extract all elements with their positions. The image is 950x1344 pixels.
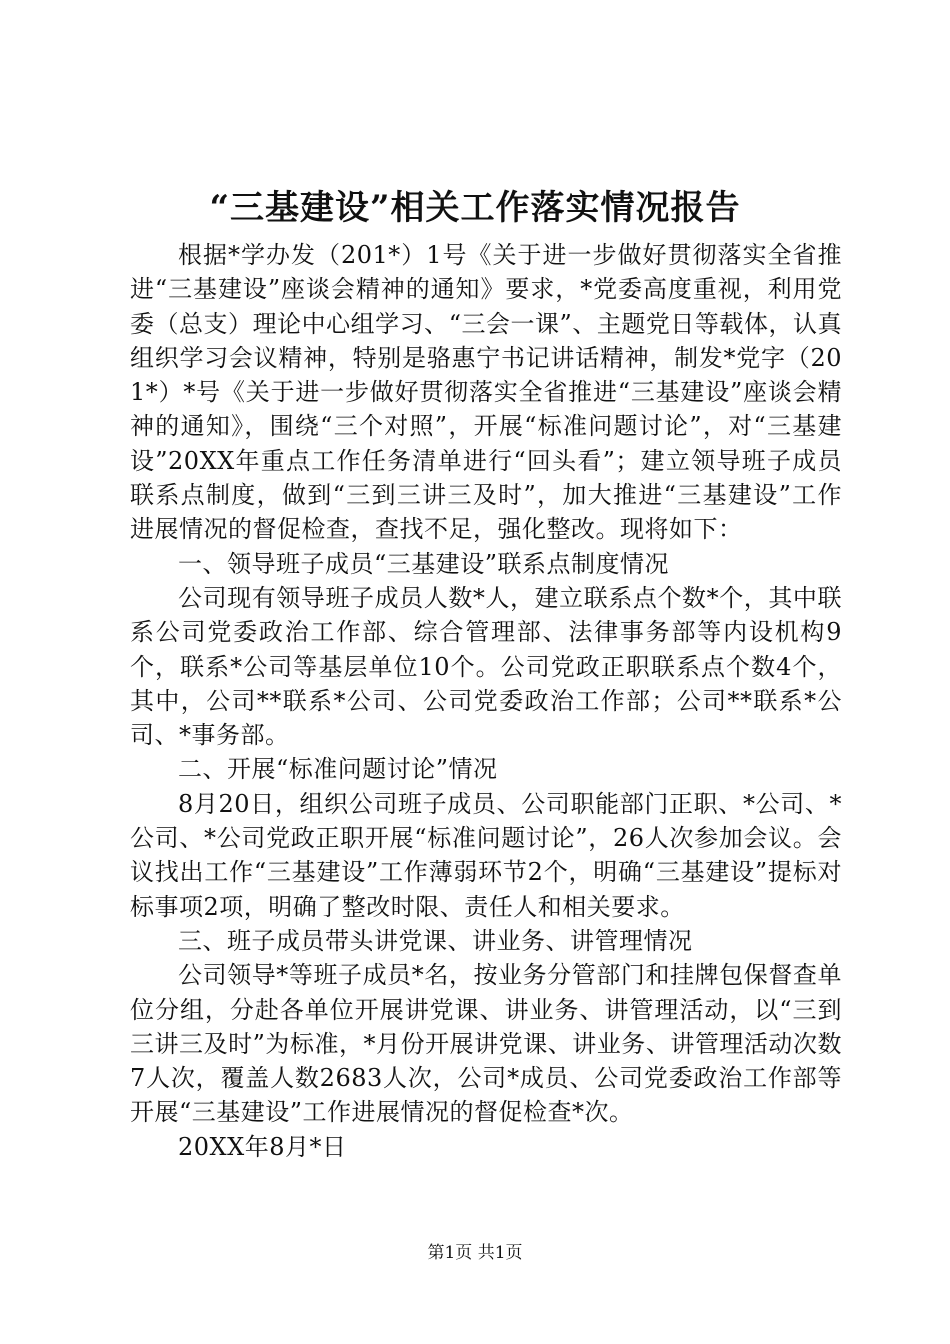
section-heading-3: 三、班子成员带头讲党课、讲业务、讲管理情况 bbox=[178, 926, 693, 955]
document-title: “三基建设”相关工作落实情况报告 bbox=[209, 188, 741, 228]
section-heading-1: 一、领导班子成员“三基建设”联系点制度情况 bbox=[178, 549, 670, 578]
section-1-paragraph: 公司现有领导班子成员人数*人，建立联系点个数*个，其中联系公司党委政治工作部、综合管理部、法律事务部等内设机构9个，联系*公司等基层单位10个。公司党政正职联系点个数4个，其中，公司**联系*公司、公司党委政治工作部；公司**联系*公司、*事务部。 bbox=[130, 583, 842, 750]
section-2-paragraph: 8月20日，组织公司班子成员、公司职能部门正职、*公司、*公司、*公司党政正职开展“标准问题讨论”，26人次参加会议。会议找出工作“三基建设”工作薄弱环节2个，明确“三基建设”提标对标事项2项，明确了整改时限、责任人和相关要求。 bbox=[130, 789, 842, 921]
page-number-footer: 第1页 共1页 bbox=[427, 1243, 523, 1263]
section-heading-2: 二、开展“标准问题讨论”情况 bbox=[178, 755, 498, 784]
section-3-paragraph: 公司领导*等班子成员*名，按业务分管部门和挂牌包保督查单位分组，分赴各单位开展讲党课、讲业务、讲管理活动，以“三到三讲三及时”为标准，*月份开展讲党课、讲业务、讲管理活动次数7人次，覆盖人数2683人次，公司*成员、公司党委政治工作部等开展“三基建设”工作进展情况的督促检查*次。 bbox=[130, 961, 842, 1127]
document-date: 20XX年8月*日 bbox=[178, 1132, 347, 1161]
intro-paragraph: 根据*学办发（201*）1号《关于进一步做好贯彻落实全省推进“三基建设”座谈会精神的通知》要求，*党委高度重视，利用党委（总支）理论中心组学习、“三会一课”、主题党日等载体，认真组织学习会议精神，特别是骆惠宁书记讲话精神，制发*党字（201*）*号《关于进一步做好贯彻落实全省推进“三基建设”座谈会精神的通知》，围绕“三个对照”，开展“标准问题讨论”，对“三基建设”20XX年重点工作任务清单进行“回头看”；建立领导班子成员联系点制度，做到“三到三讲三及时”，加大推进“三基建设”工作进展情况的督促检查，查找不足，强化整改。现将如下： bbox=[130, 241, 842, 544]
document-body bbox=[130, 238, 842, 1164]
